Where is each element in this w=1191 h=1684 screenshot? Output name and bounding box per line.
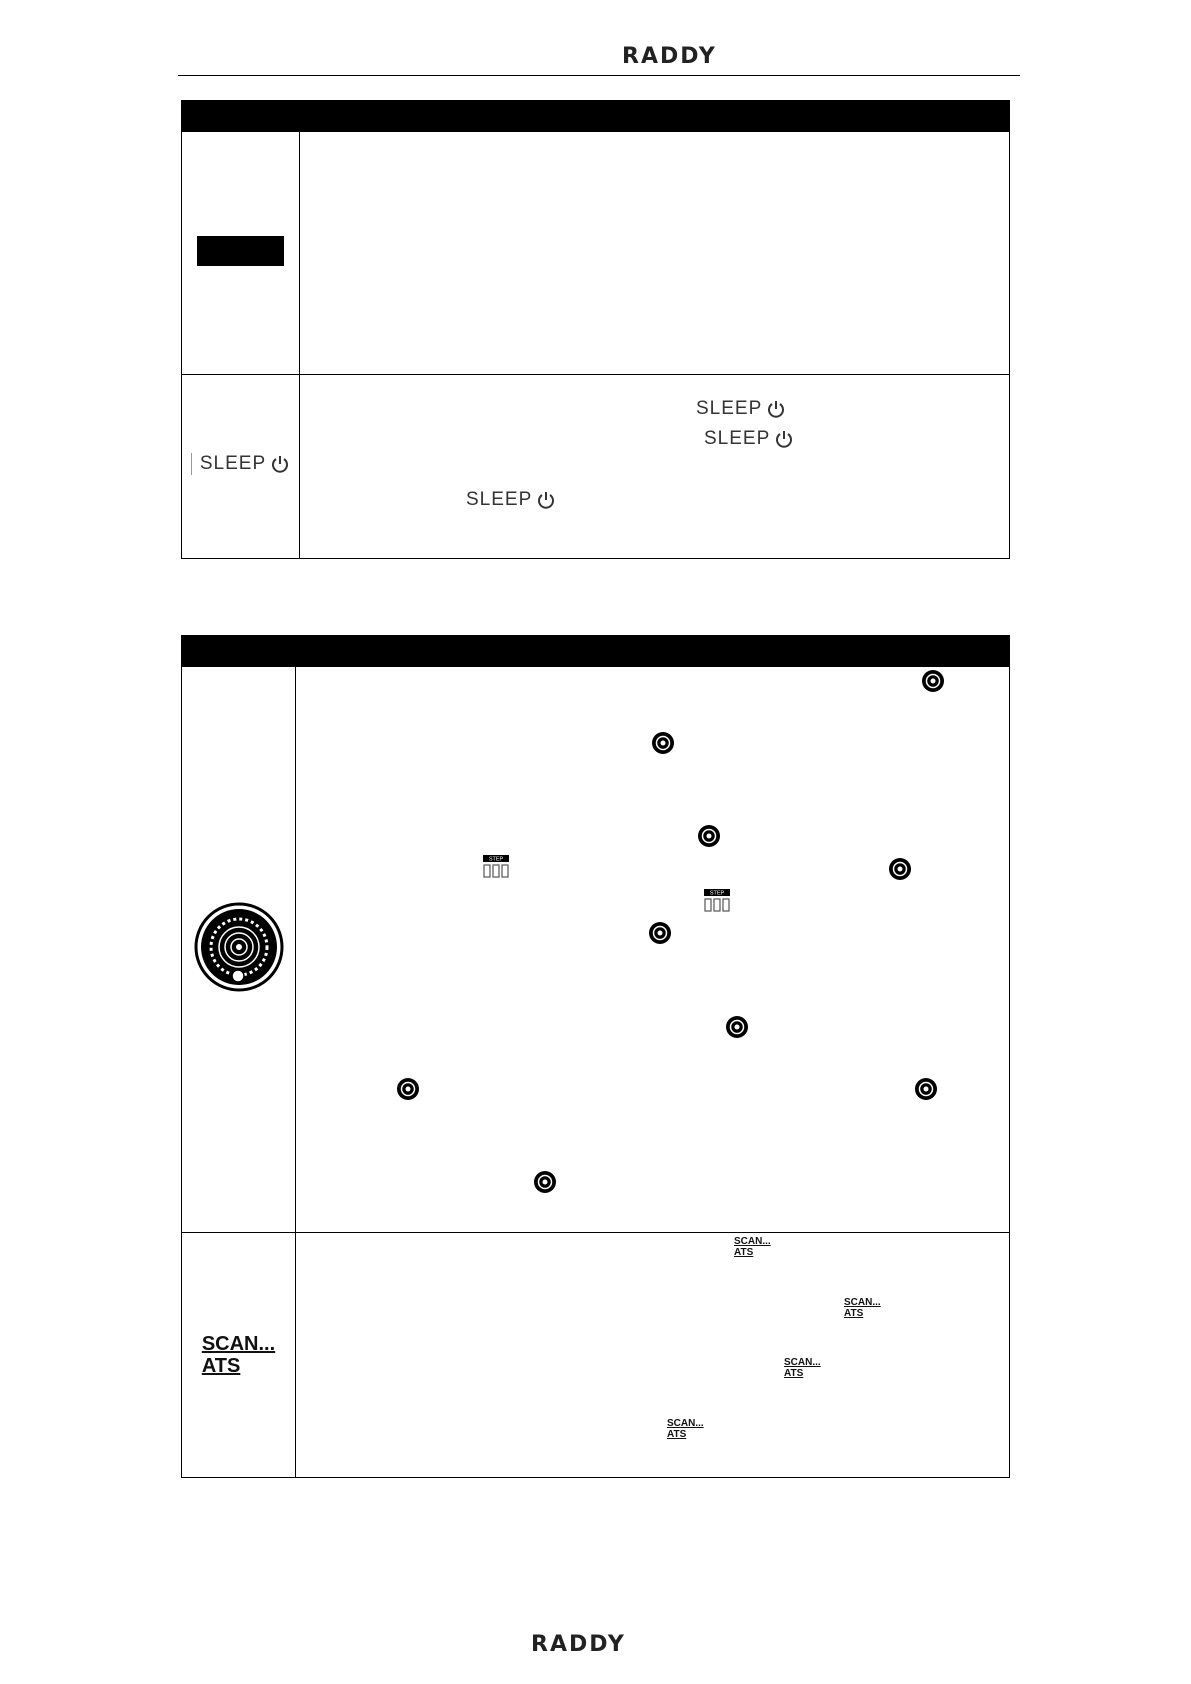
knob-icon [533,1170,557,1194]
description-cell [300,375,1010,559]
knob-icon [697,824,721,848]
svg-text:STEP: STEP [488,856,504,863]
knob-icon [888,857,912,881]
power-icon [774,429,794,449]
indicator-table-1 [181,100,1010,559]
table-row [182,1233,1010,1478]
knob-icon [914,1077,938,1101]
step-icon [483,855,509,879]
svg-text:STEP: STEP [709,890,725,897]
description-cell [300,132,1010,375]
header-divider [178,75,1020,76]
icon-cell [182,132,300,375]
scan-ats-indicator: SCAN... ATS [734,1236,771,1258]
knob-icon [725,1015,749,1039]
table-header-row [182,101,1010,132]
scan-ats-indicator: SCAN... ATS [667,1418,704,1440]
knob-icon [651,731,675,755]
footer-logo: RADDY [531,1632,626,1657]
power-icon [536,490,556,510]
description-cell [296,667,1010,1233]
sleep-indicator: SLEEP [466,489,556,511]
description-cell [296,1233,1010,1478]
sleep-indicator: SLEEP [191,453,290,475]
icon-cell [182,1233,296,1478]
scan-ats-indicator: SCAN... ATS [784,1357,821,1379]
scan-ats-indicator: SCAN... ATS [844,1297,881,1319]
table-row [182,132,1010,375]
step-icon [704,889,730,913]
knob-icon [921,669,945,693]
power-icon [766,399,786,419]
sleep-indicator: SLEEP [704,428,794,450]
sleep-indicator: SLEEP [696,398,786,420]
knob-icon [396,1077,420,1101]
table-header-row [182,636,1010,667]
power-icon [270,454,290,474]
indicator-table-2 [181,635,1010,1478]
table-row [182,667,1010,1233]
knob-icon [648,921,672,945]
scan-ats-indicator: SCAN... ATS [201,1333,276,1377]
header-logo: RADDY [622,44,717,69]
table-row [182,375,1010,559]
black-indicator-block [197,236,284,266]
icon-cell [182,667,296,1233]
icon-cell [182,375,300,559]
tuning-knob-icon [194,902,284,992]
